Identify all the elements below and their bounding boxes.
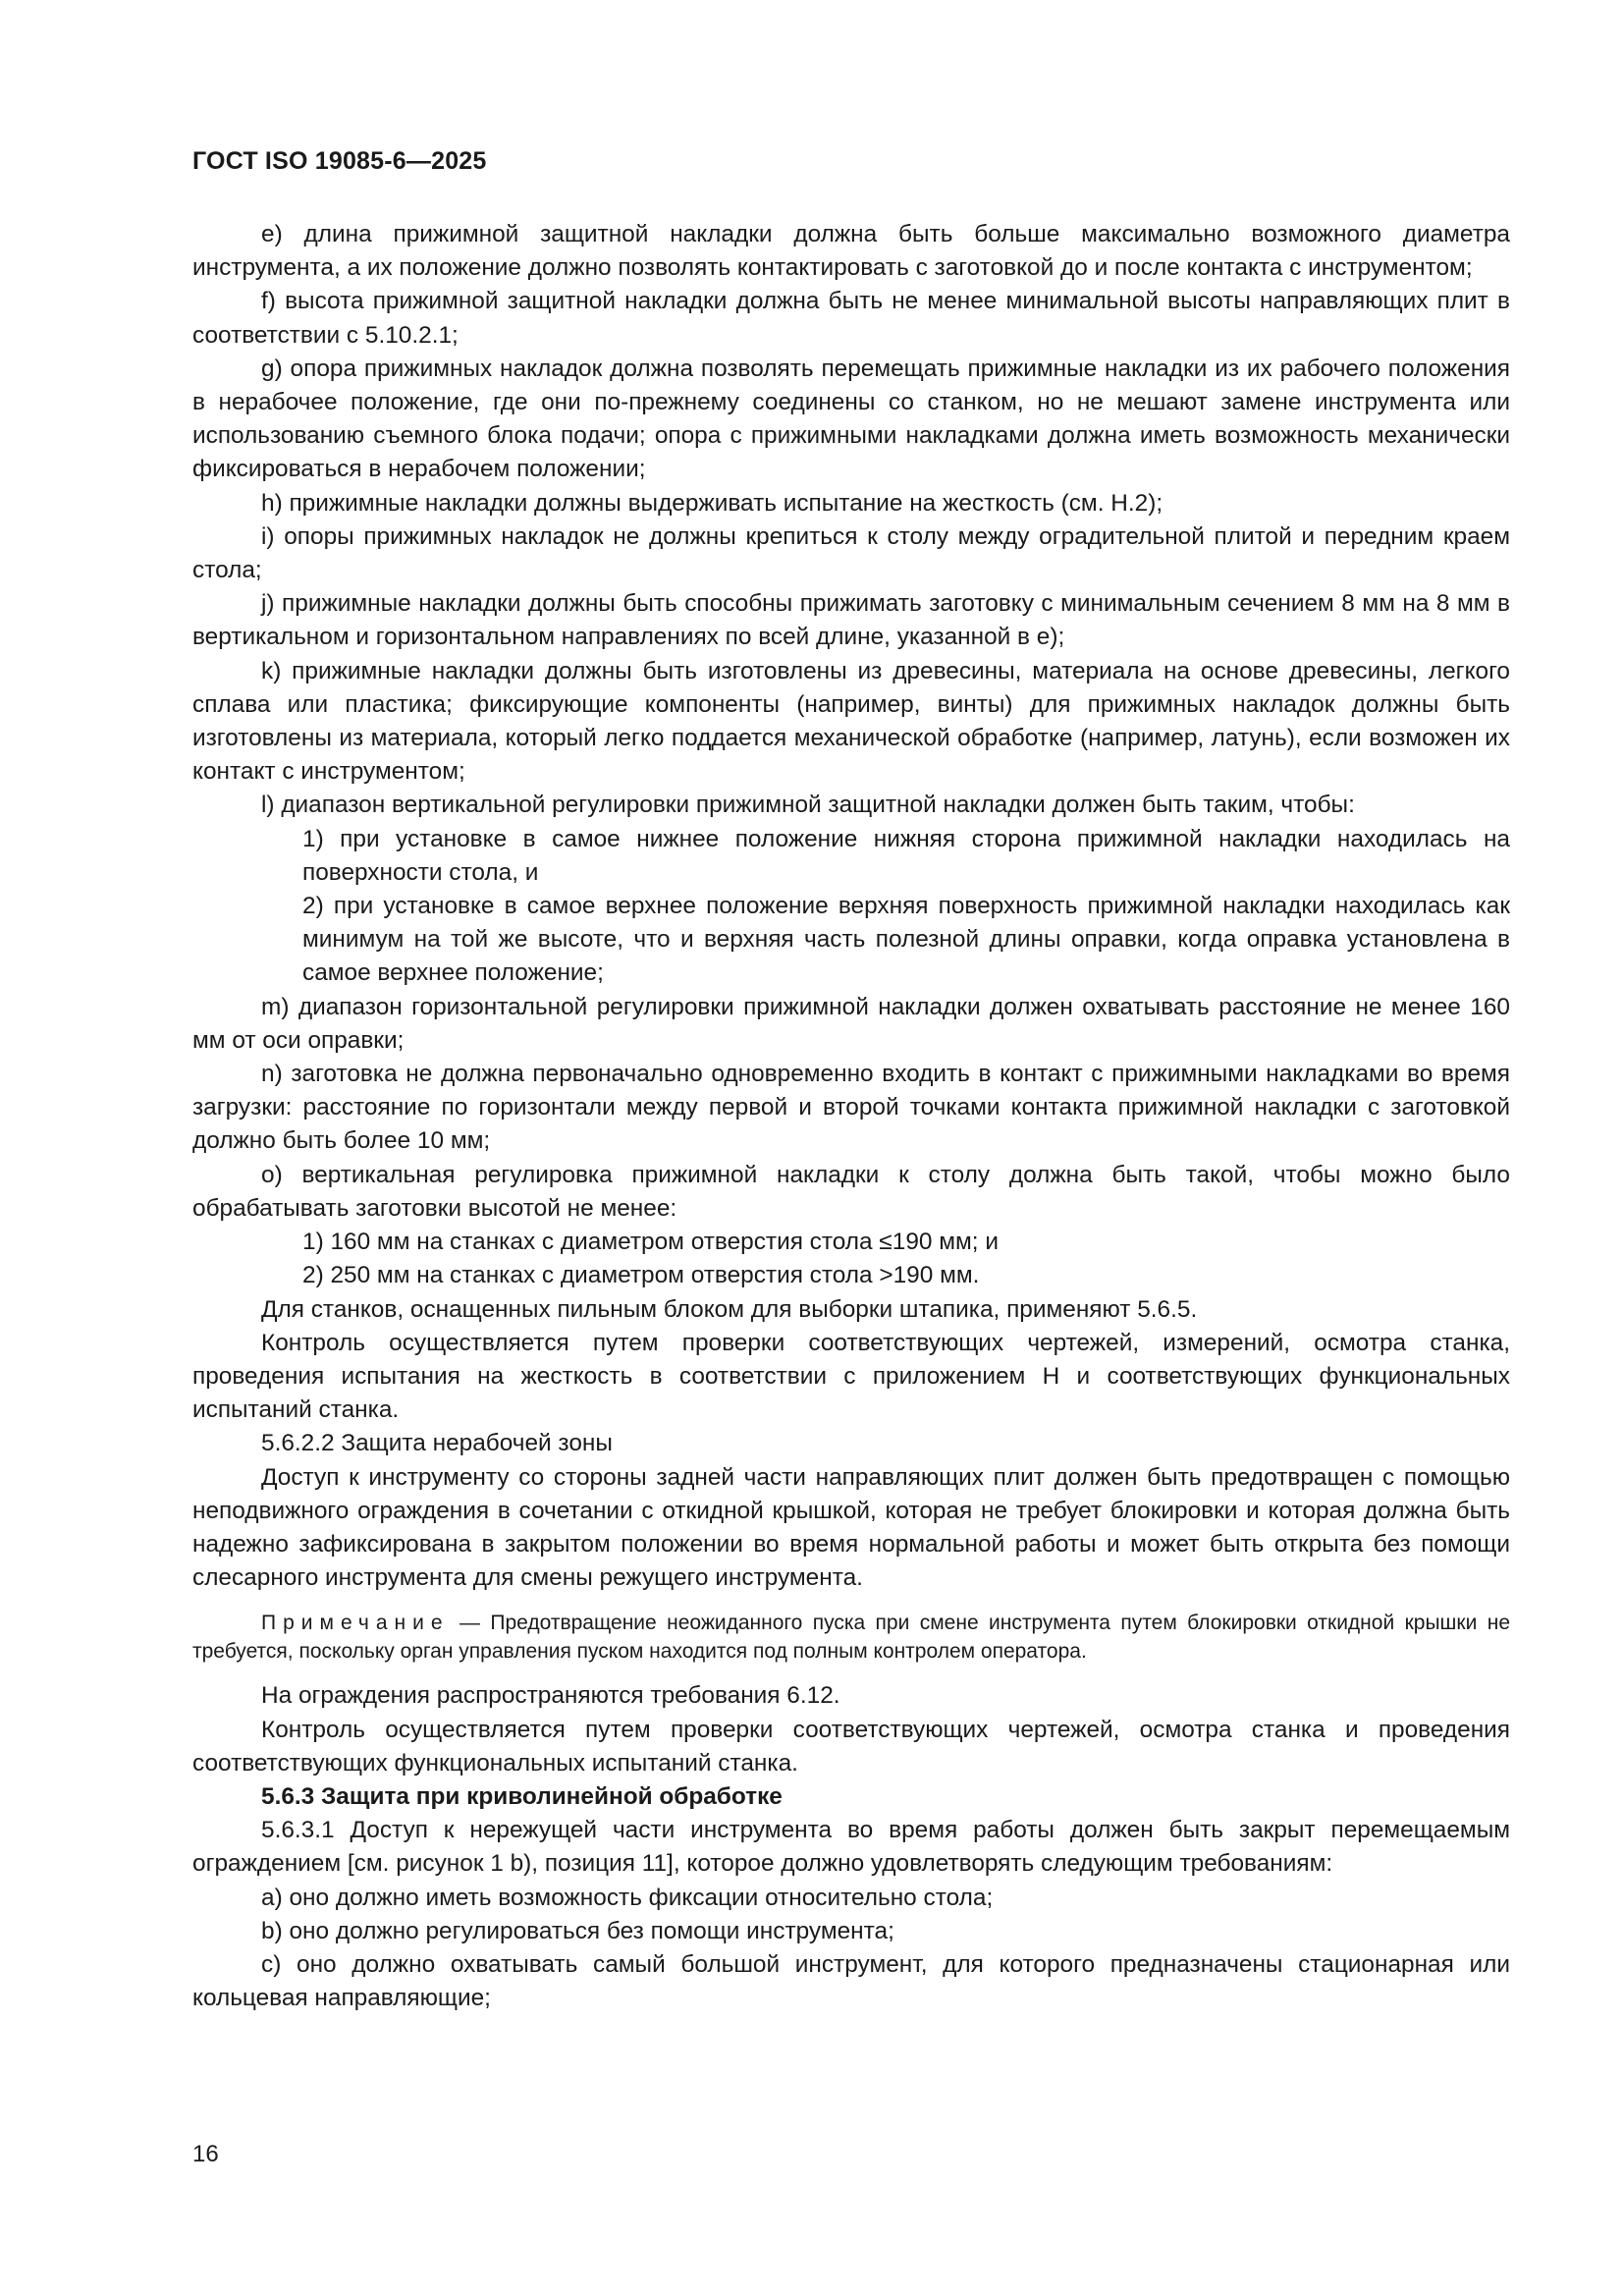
note-label: Примечание	[261, 1612, 450, 1635]
list-item-l: l) диапазон вертикальной регулировки прижимной защитной накладки должен быть таким, чтобы:	[261, 792, 1355, 819]
list-item-c: c) оно должно охватывать самый большой инструмент, для которого предназначены стационарная или кольцевая направляющие;	[192, 1950, 1510, 2012]
list-item-f: f) высота прижимной защитной накладки должна быть не менее минимальной высоты направляющих плит в соответствии с 5.10.2.1;	[192, 288, 1510, 349]
list-item-j: j) прижимные накладки должны быть способны прижимать заготовку с минимальным сечением 8 мм на 8 мм в вертикальном и горизонтальном направлениях по всей длине, указанной в е);	[192, 590, 1510, 651]
list-item-l-1: 1) при установке в самое нижнее положение нижняя сторона прижимной накладки находилась на поверхности стола, и	[302, 825, 1510, 886]
list-item-o: o) вертикальная регулировка прижимной накладки к столу должна быть такой, чтобы можно было обрабатывать заготовки высотой не менее:	[192, 1161, 1510, 1222]
list-item-i: i) опоры прижимных накладок не должны крепиться к столу между оградительной плитой и передним краем стола;	[192, 522, 1510, 584]
list-item-n: n) заготовка не должна первоначально одновременно входить в контакт с прижимными накладками во время загрузки: расстояние по горизонтали между первой и второй точками контакта прижимной накладки с заготовкой должно быть более 10 мм;	[192, 1061, 1510, 1155]
paragraph-guards: На ограждения распространяются требования 6.12.	[261, 1682, 840, 1710]
paragraph-control-2: Контроль осуществляется путем проверки соответствующих чертежей, осмотра станка и проведения соответствующих функциональных испытаний станка.	[192, 1716, 1510, 1777]
list-item-m: m) диапазон горизонтальной регулировки прижимной накладки должен охватывать расстояние не менее 160 мм от оси оправки;	[192, 993, 1510, 1054]
list-item-g: g) опора прижимных накладок должна позволять перемещать прижимные накладки из их рабочего положения в нерабочее положение, где они по-прежнему соединены со станком, но не мешают замене инструмента или использованию съемного блока подачи; опора с прижимными накладками должна иметь возможность механически фиксироваться в нерабочем положении;	[192, 355, 1510, 483]
list-item-b: b) оно должно регулироваться без помощи инструмента;	[261, 1917, 894, 1944]
list-item-a: a) оно должно иметь возможность фиксации относительно стола;	[261, 1884, 994, 1911]
list-item-h: h) прижимные накладки должны выдерживать испытание на жесткость (см. Н.2);	[261, 489, 1163, 517]
note-paragraph	[192, 1609, 1510, 1666]
section-heading-5-6-3: 5.6.3 Защита при криволинейной обработке	[261, 1782, 783, 1810]
list-item-k: k) прижимные накладки должны быть изготовлены из древесины, материала на основе древесины, легкого сплава или пластика; фиксирующие компоненты (например, винты) для прижимных накладок должны быть изготовлены из материала, который легко поддается механической обработке (например, латунь), если возможен их контакт с инструментом;	[192, 657, 1510, 786]
note-text: — Предотвращение неожиданного пуска при смене инструмента путем блокировки откидной крышки не требуется, поскольку орган управления пуском находится под полным контролем оператора.	[192, 1612, 1510, 1664]
page-body	[192, 218, 1510, 2015]
list-item-o-2: 2) 250 мм на станках с диаметром отверстия стола >190 мм.	[302, 1262, 980, 1289]
section-heading-5-6-2-2: 5.6.2.2 Защита нерабочей зоны	[261, 1430, 613, 1457]
paragraph-control-1: Контроль осуществляется путем проверки соответствующих чертежей, измерений, осмотра станка, проведения испытания на жесткость в соответствии с приложением Н и соответствующих функциональных испытаний станка.	[192, 1329, 1510, 1424]
list-item-o-1: 1) 160 мм на станках с диаметром отверстия стола ≤190 мм; и	[302, 1229, 999, 1256]
paragraph-access-rear: Доступ к инструменту со стороны задней части направляющих плит должен быть предотвращен с помощью неподвижного ограждения в сочетании с откидной крышкой, которая не требует блокировки и которая должна быть надежно зафиксирована в закрытом положении во время нормальной работы и может быть открыта без помощи слесарного инструмента для смены режущего инструмента.	[192, 1463, 1510, 1592]
list-item-l-2: 2) при установке в самое верхнее положение верхняя поверхность прижимной накладки находилась как минимум на той же высоте, что и верхняя часть полезной длины оправки, когда оправка установлена в самое верхнее положение;	[302, 893, 1510, 987]
list-item-e: е) длина прижимной защитной накладки должна быть больше максимально возможного диаметра инструмента, а их положение должно позволять контактировать с заготовкой до и после контакта с инструментом;	[192, 221, 1510, 282]
paragraph-5-6-3-1: 5.6.3.1 Доступ к нережущей части инструмента во время работы должен быть закрыт перемещаемым ограждением [см. рисунок 1 b), позиция 11], которое должно удовлетворять следующим требованиям:	[192, 1817, 1510, 1878]
paragraph-shtapik: Для станков, оснащенных пильным блоком для выборки штапика, применяют 5.6.5.	[261, 1295, 1198, 1323]
page-number: 16	[192, 2141, 219, 2167]
document-code-header: ГОСТ ISO 19085-6—2025	[192, 147, 487, 175]
